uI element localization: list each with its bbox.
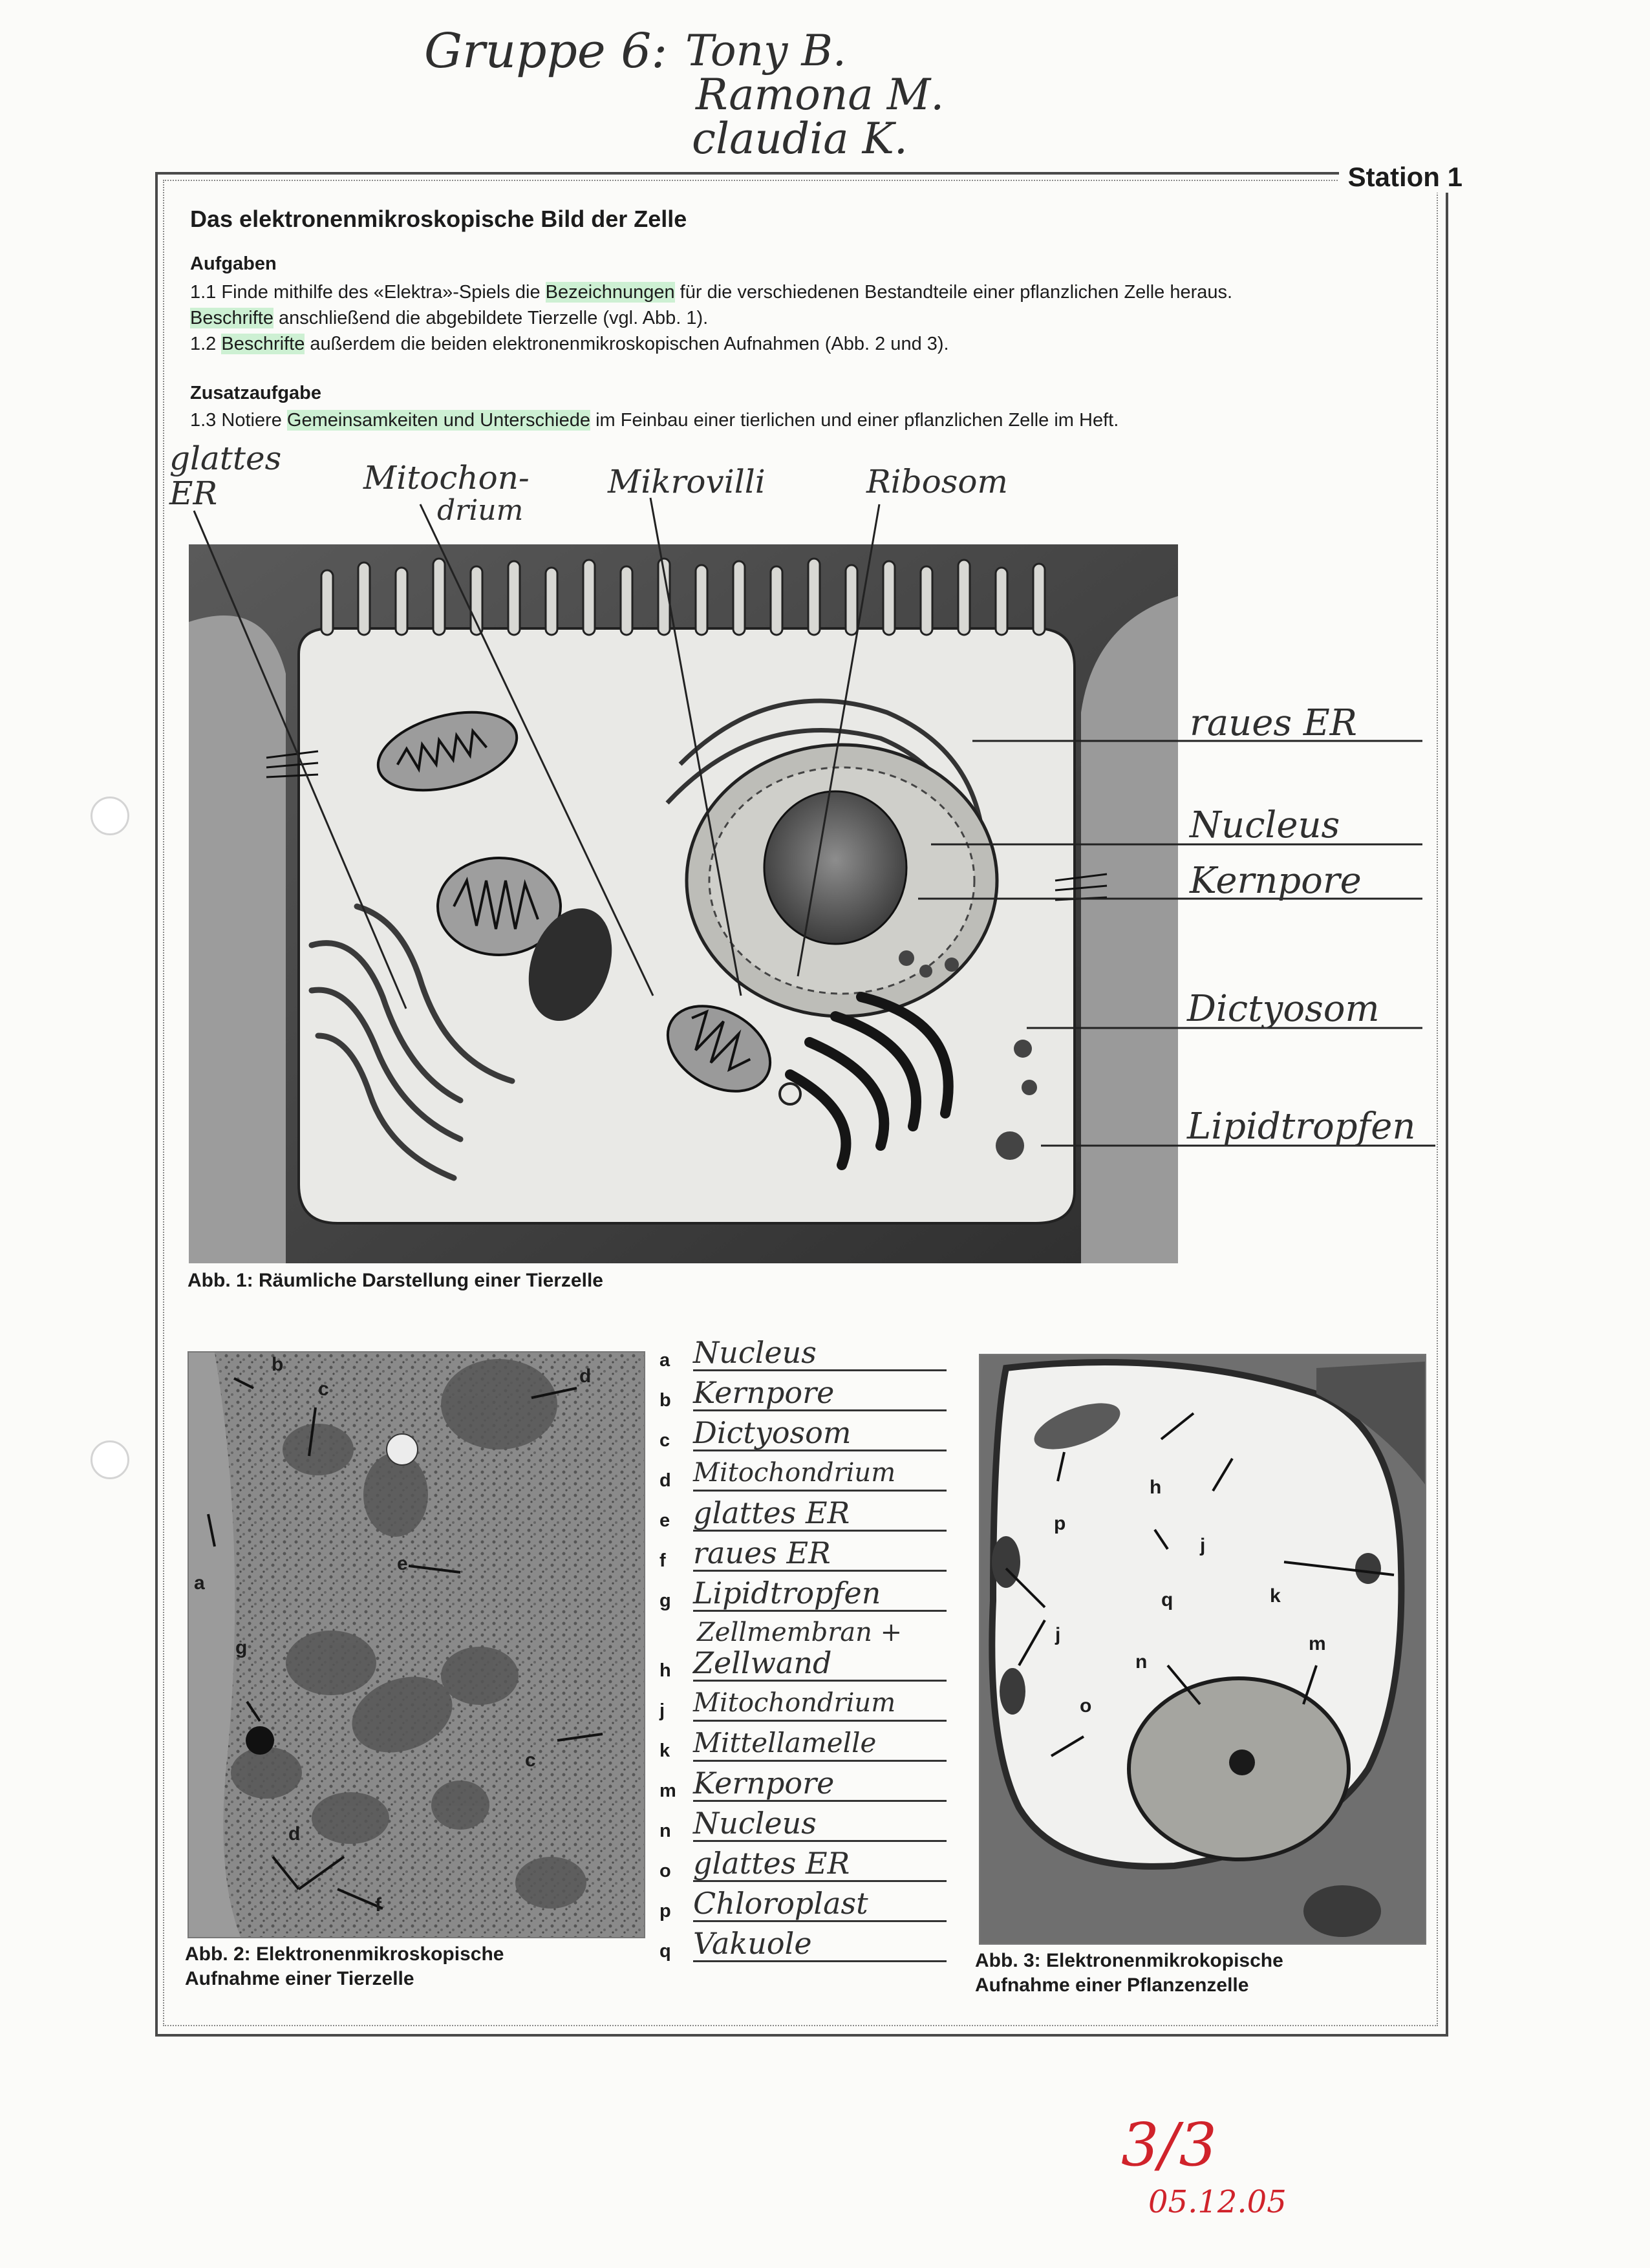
fig3-letter-p: p <box>1054 1513 1066 1534</box>
fig2-letter-e: e <box>397 1553 408 1574</box>
figure-2-animal-cell-micrograph <box>188 1351 645 1938</box>
fig2-letter-f: f <box>375 1894 381 1916</box>
station-label: Station 1 <box>1339 162 1462 193</box>
animal-cell-micrograph-image <box>189 1353 644 1937</box>
fig1-label-dictyosom: Dictyosom <box>1187 988 1380 1030</box>
fig3-letter-k: k <box>1270 1585 1281 1607</box>
answer-letter: e <box>659 1510 670 1531</box>
task-1-1-highlight: Bezeichnungen <box>545 282 675 303</box>
fig2-letter-d-bottom: d <box>288 1823 301 1845</box>
figure-2-caption-line-1: Abb. 2: Elektronenmikroskopische <box>185 1943 504 1965</box>
answer-letter: b <box>659 1390 671 1411</box>
task-1-3-highlight: Gemeinsamkeiten und Unterschiede <box>286 410 591 431</box>
fig3-letter-o: o <box>1080 1695 1092 1717</box>
answer-letter: o <box>659 1861 671 1881</box>
answer-letter: j <box>659 1700 665 1721</box>
figure-1-caption: Abb. 1: Räumliche Darstellung einer Tierzelle <box>188 1270 603 1291</box>
fig2-letter-g: g <box>235 1637 248 1658</box>
answer-letter: k <box>659 1740 670 1761</box>
fig3-letter-q: q <box>1161 1589 1173 1610</box>
answer-letter: f <box>659 1550 666 1571</box>
extra-heading: Zusatzaufgabe <box>190 383 322 403</box>
task-1-2 <box>190 331 1431 357</box>
fig1-label-ribosom: Ribosom <box>866 463 1008 500</box>
fig1-label-glattes: glattes <box>169 440 282 477</box>
fig2-letter-d-top: d <box>579 1365 592 1387</box>
member-2: Ramona M. <box>696 70 945 120</box>
tasks-heading: Aufgaben <box>190 253 277 274</box>
member-1: Tony B. <box>685 26 846 76</box>
fig2-letter-c-right: c <box>525 1749 536 1771</box>
answer-field-n[interactable]: Nucleus <box>693 1809 947 1842</box>
answer-letter: a <box>659 1350 670 1371</box>
answer-field-q[interactable]: Vakuole <box>693 1929 947 1962</box>
task-1-1-highlight-2: Beschrifte <box>190 308 273 328</box>
fig3-letter-n: n <box>1135 1651 1148 1673</box>
fig1-label-nucleus: Nucleus <box>1190 804 1340 846</box>
punch-hole-top <box>91 797 129 835</box>
answer-letter: c <box>659 1430 670 1451</box>
figure-3-plant-cell-micrograph <box>979 1354 1426 1945</box>
fig1-label-mikrovilli: Mikrovilli <box>608 463 766 500</box>
fig1-label-mitochondrium-2: drium <box>437 494 524 527</box>
group-label: Gruppe 6: <box>424 23 668 79</box>
answer-field-d[interactable]: Mitochondrium <box>693 1459 947 1492</box>
grade-score: 3/3 <box>1121 2110 1217 2179</box>
figure-3-caption-line-1: Abb. 3: Elektronenmikrokopische <box>975 1950 1283 1971</box>
fig3-letter-j-top: j <box>1200 1535 1206 1556</box>
figure-2-caption-line-2: Aufnahme einer Tierzelle <box>185 1968 414 1989</box>
fig1-label-er: ER <box>169 475 218 512</box>
answer-field-p[interactable]: Chloroplast <box>693 1889 947 1922</box>
figure-3-caption-line-2: Aufnahme einer Pflanzenzelle <box>975 1974 1249 1996</box>
answer-field-g[interactable]: Lipidtropfen <box>693 1579 947 1612</box>
fig3-letter-h: h <box>1150 1477 1162 1498</box>
grade-date: 05.12.05 <box>1148 2184 1287 2220</box>
task-1-3-text: 1.3 Notiere <box>190 410 287 431</box>
fig1-label-raues-er: raues ER <box>1190 702 1357 744</box>
fig1-label-mitochondrium-1: Mitochon- <box>363 459 530 497</box>
answer-field-j[interactable]: Mitochondrium <box>693 1689 947 1722</box>
answer-field-c[interactable]: Dictyosom <box>693 1418 947 1451</box>
task-1-3-text-end: im Feinbau einer tierlichen und einer pflanzlichen Zelle im Heft. <box>590 410 1119 431</box>
figure-3-caption <box>975 1949 1283 1998</box>
answer-field-e[interactable]: glattes ER <box>693 1499 947 1532</box>
task-1-1 <box>190 279 1431 331</box>
fig2-letter-a: a <box>194 1572 205 1594</box>
answer-field-k[interactable]: Mittellamelle <box>693 1729 947 1762</box>
fig1-label-lipidtropfen: Lipidtropfen <box>1187 1106 1416 1148</box>
answer-letter: d <box>659 1470 671 1491</box>
task-1-1-text: 1.1 Finde mithilfe des «Elektra»-Spiels die <box>190 282 546 303</box>
answer-letter: p <box>659 1901 671 1921</box>
answer-letter: g <box>659 1590 671 1611</box>
figure-1-animal-cell-drawing <box>189 544 1178 1263</box>
answer-field-h[interactable]: Zellwand <box>693 1649 947 1682</box>
answer-field-f[interactable]: raues ER <box>693 1539 947 1572</box>
fig1-label-kernpore: Kernpore <box>1190 860 1362 902</box>
task-1-1-text-2: anschließend die abgebildete Tierzelle (vgl. Abb. 1). <box>273 308 709 328</box>
answer-field-a[interactable]: Nucleus <box>693 1338 947 1371</box>
answer-field-m[interactable]: Kernpore <box>693 1769 947 1802</box>
fig2-letter-b: b <box>272 1354 284 1375</box>
answer-field-b[interactable]: Kernpore <box>693 1378 947 1411</box>
plant-cell-micrograph-image <box>980 1355 1425 1943</box>
task-1-1-text-end: für die verschiedenen Bestandteile einer pflanzlichen Zelle heraus. <box>674 282 1233 303</box>
task-1-2-text-end: außerdem die beiden elektronenmikroskopischen Aufnahmen (Abb. 2 und 3). <box>305 334 949 354</box>
answer-letter: m <box>659 1781 676 1801</box>
answer-h-extra-note: Zellmembran + <box>697 1618 903 1647</box>
worksheet-title: Das elektronenmikroskopische Bild der Zelle <box>190 206 687 232</box>
fig3-letter-m: m <box>1309 1633 1326 1654</box>
task-1-2-text: 1.2 <box>190 334 222 354</box>
fig3-letter-j-left: j <box>1055 1624 1061 1645</box>
fig2-letter-c-top: c <box>318 1378 329 1400</box>
animal-cell-illustration <box>189 544 1178 1263</box>
answer-letter: n <box>659 1821 671 1841</box>
punch-hole-bottom <box>91 1440 129 1479</box>
member-3: claudia K. <box>692 114 908 164</box>
task-1-3 <box>190 407 1431 433</box>
figure-2-caption <box>185 1942 504 1991</box>
answer-field-o[interactable]: glattes ER <box>693 1849 947 1882</box>
answer-letter: q <box>659 1941 671 1962</box>
task-1-2-highlight: Beschrifte <box>221 334 305 354</box>
answer-letter: h <box>659 1660 671 1681</box>
